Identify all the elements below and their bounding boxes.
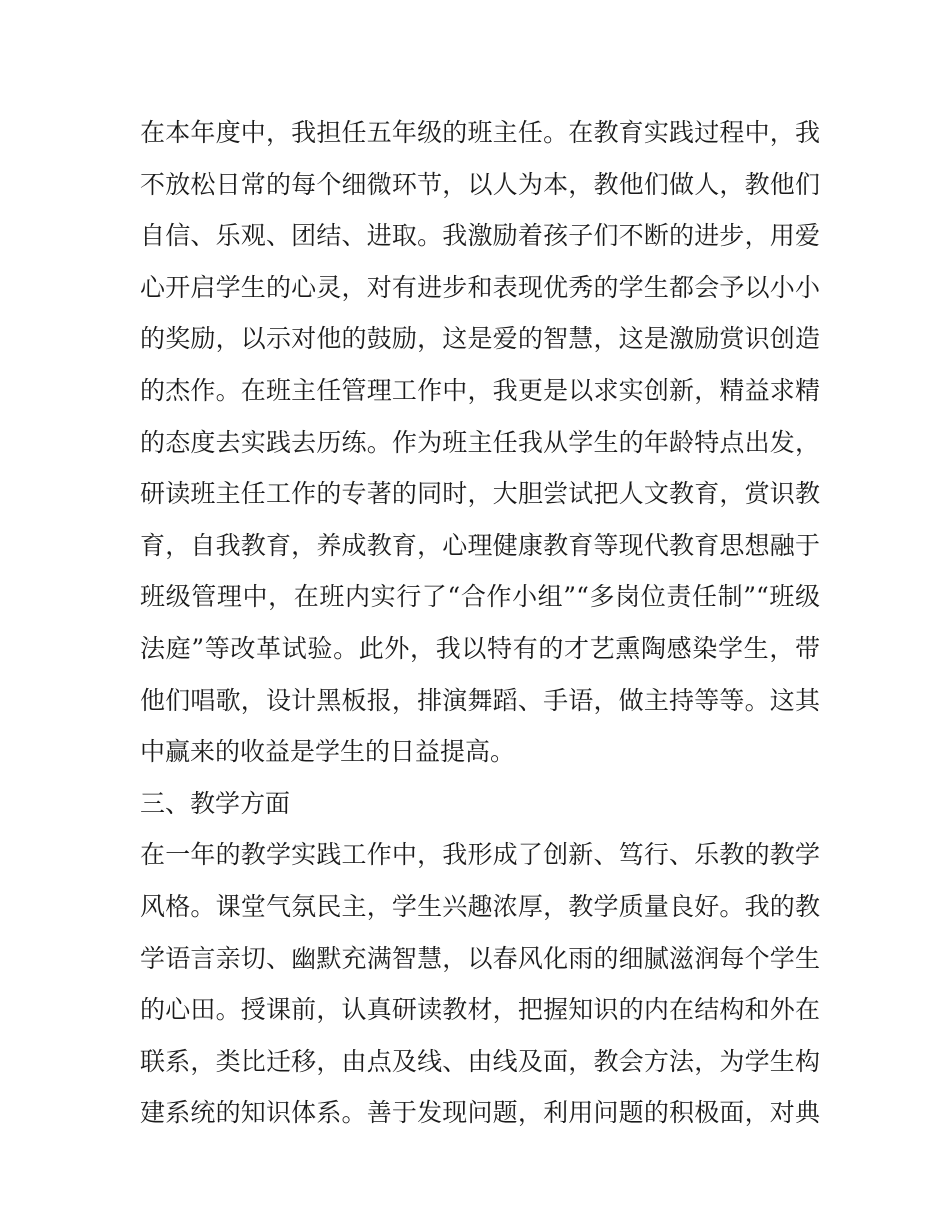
text-line: 在本年度中，我担任五年级的班主任。在教育实践过程中，我 bbox=[140, 118, 820, 147]
body-text bbox=[140, 107, 820, 1139]
text-line: 的奖励，以示对他的鼓励，这是爱的智慧，这是激励赏识创造 bbox=[140, 324, 820, 354]
text-line: 的心田。授课前，认真研读教材，把握知识的内在结构和外在 bbox=[140, 995, 820, 1025]
text-line: 学语言亲切、幽默充满智慧，以春风化雨的细腻滋润每个学生 bbox=[140, 943, 820, 973]
text-line: 班级管理中，在班内实行了“合作小组”“多岗位责任制”“班级 bbox=[140, 582, 820, 612]
text-line: 育，自我教育，养成教育，心理健康教育等现代教育思想融于 bbox=[140, 530, 820, 560]
text-line: 建系统的知识体系。善于发现问题，利用问题的积极面，对典 bbox=[140, 1098, 820, 1128]
text-line: 的杰作。在班主任管理工作中，我更是以求实创新，精益求精 bbox=[140, 375, 820, 405]
text-line: 他们唱歌，设计黑板报，排演舞蹈、手语，做主持等等。这其 bbox=[140, 685, 820, 715]
text-line: 中赢来的收益是学生的日益提高。 bbox=[140, 737, 516, 767]
text-line: 研读班主任工作的专著的同时，大胆尝试把人文教育，赏识教 bbox=[140, 479, 820, 509]
text-line: 的态度去实践去历练。作为班主任我从学生的年龄特点出发， bbox=[140, 427, 820, 457]
text-line: 心开启学生的心灵，对有进步和表现优秀的学生都会予以小小 bbox=[140, 272, 820, 302]
text-line: 法庭”等改革试验。此外，我以特有的才艺熏陶感染学生，带 bbox=[140, 633, 820, 663]
text-line: 不放松日常的每个细微环节，以人为本，教他们做人，教他们 bbox=[140, 169, 820, 199]
text-line: 风格。课堂气氛民主，学生兴趣浓厚，教学质量良好。我的教 bbox=[140, 891, 820, 921]
text-line: 联系，类比迁移，由点及线、由线及面，教会方法，为学生构 bbox=[140, 1046, 820, 1076]
text-line: 在一年的教学实践工作中，我形成了创新、笃行、乐教的教学 bbox=[140, 840, 820, 870]
text-line: 自信、乐观、团结、进取。我激励着孩子们不断的进步，用爱 bbox=[140, 221, 820, 251]
section-heading: 三、教学方面 bbox=[140, 788, 291, 818]
